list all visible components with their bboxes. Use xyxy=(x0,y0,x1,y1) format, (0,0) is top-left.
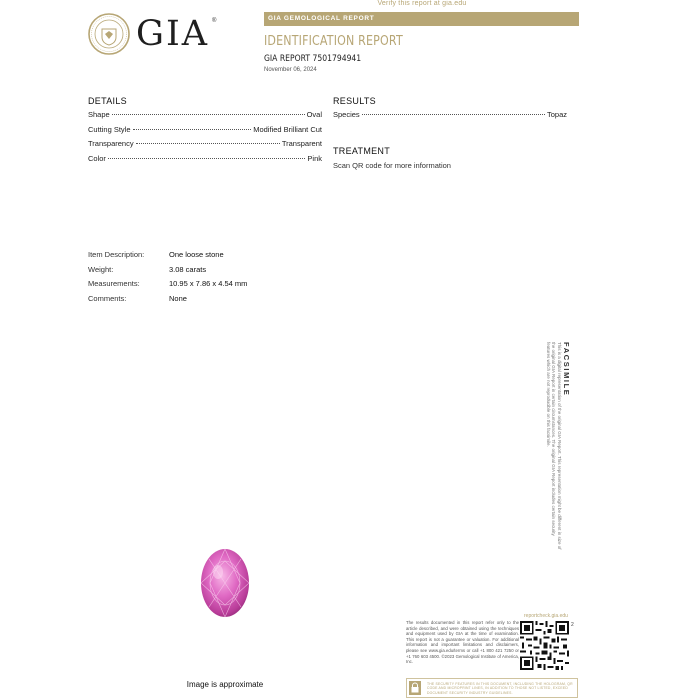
report-number: GIA REPORT 7501794941 xyxy=(264,54,362,64)
item-row-comments xyxy=(88,292,247,307)
facsimile-body: This is a digital representation of the original GIA Report. This representation might be different in size of the original GIA Report in certain circumstances. The original GIA Report includes certain security features which are not reproducible on this facsimile. xyxy=(545,342,562,550)
item-label: Weight: xyxy=(88,264,114,274)
gia-seal-logo xyxy=(88,13,130,55)
security-features-text: THE SECURITY FEATURES IN THIS DOCUMENT, INCLUDING THE HOLOGRAM, QR CODE AND MICROPRINT LINES, IN ADDITION TO THOSE NOT LISTED, EXCEED DOCUMENT SECURITY INDUSTRY GUIDELINES. xyxy=(427,682,573,695)
item-info-list xyxy=(88,248,247,306)
item-row-weight xyxy=(88,263,247,278)
detail-label: Color xyxy=(88,153,106,163)
report-date: November 06, 2024 xyxy=(264,67,317,73)
registered-mark: ® xyxy=(212,18,217,24)
detail-value: Pink xyxy=(307,153,322,163)
dot-leader xyxy=(362,114,545,115)
result-label: Species xyxy=(333,110,360,119)
detail-value: Transparent xyxy=(281,139,322,148)
dot-leader xyxy=(136,143,280,144)
details-list xyxy=(88,110,322,168)
detail-row-transparency xyxy=(88,139,322,154)
results-heading: RESULTS xyxy=(333,96,376,106)
detail-value: Modified Brilliant Cut xyxy=(253,124,322,134)
detail-row-shape xyxy=(88,110,322,125)
gia-logo-wordmark: GIA xyxy=(136,14,210,54)
page-number: 2 xyxy=(571,622,574,628)
qr-code[interactable] xyxy=(520,621,569,670)
details-heading: DETAILS xyxy=(88,96,127,106)
detail-value: Oval xyxy=(306,110,322,119)
item-label: Item Description: xyxy=(88,250,145,259)
item-row-description xyxy=(88,248,247,263)
report-title: IDENTIFICATION REPORT xyxy=(264,33,403,49)
detail-row-color xyxy=(88,154,322,169)
item-value: None xyxy=(169,293,187,303)
result-row-species xyxy=(333,110,567,125)
facsimile-title: FACSIMILE xyxy=(562,342,571,397)
treatment-text: Scan QR code for more information xyxy=(333,161,451,170)
reportcheck-link[interactable]: reportcheck.gia.edu xyxy=(524,613,568,619)
item-label: Measurements: xyxy=(88,279,140,288)
detail-label: Transparency xyxy=(88,139,134,148)
facsimile-note xyxy=(545,342,571,552)
item-label: Comments: xyxy=(88,293,127,303)
treatment-heading: TREATMENT xyxy=(333,146,391,156)
item-row-measurements xyxy=(88,277,247,292)
detail-label: Shape xyxy=(88,110,110,119)
item-value: One loose stone xyxy=(169,250,224,259)
verify-link[interactable]: Verify this report at gia.edu xyxy=(377,0,467,7)
dot-leader xyxy=(108,158,305,159)
image-caption: Image is approximate xyxy=(186,680,264,689)
legal-disclaimer: The results documented in this report refer only to the article described, and were obtained using the techniques and equipment used by GIA at the time of examination. This report is not a guarantee or valuation. For additional information and important limitations and disclaimers, please see www.gia.edu/terms or call +1 800 421 7250 or +1 760 603 4500. ©2023 Gemological Institute of America, Inc. xyxy=(406,620,519,665)
item-value: 3.08 carats xyxy=(169,264,207,274)
dot-leader xyxy=(112,114,305,115)
dot-leader xyxy=(133,129,252,130)
detail-row-cutting-style xyxy=(88,125,322,140)
detail-label: Cutting Style xyxy=(88,124,131,134)
report-type-band xyxy=(264,12,579,26)
lock-icon xyxy=(409,681,421,695)
band-label: GIA GEMOLOGICAL REPORT xyxy=(268,15,375,22)
gemstone-image xyxy=(200,548,250,618)
result-value: Topaz xyxy=(546,110,567,119)
item-value: 10.95 x 7.86 x 4.54 mm xyxy=(169,279,248,288)
results-list xyxy=(333,110,567,125)
